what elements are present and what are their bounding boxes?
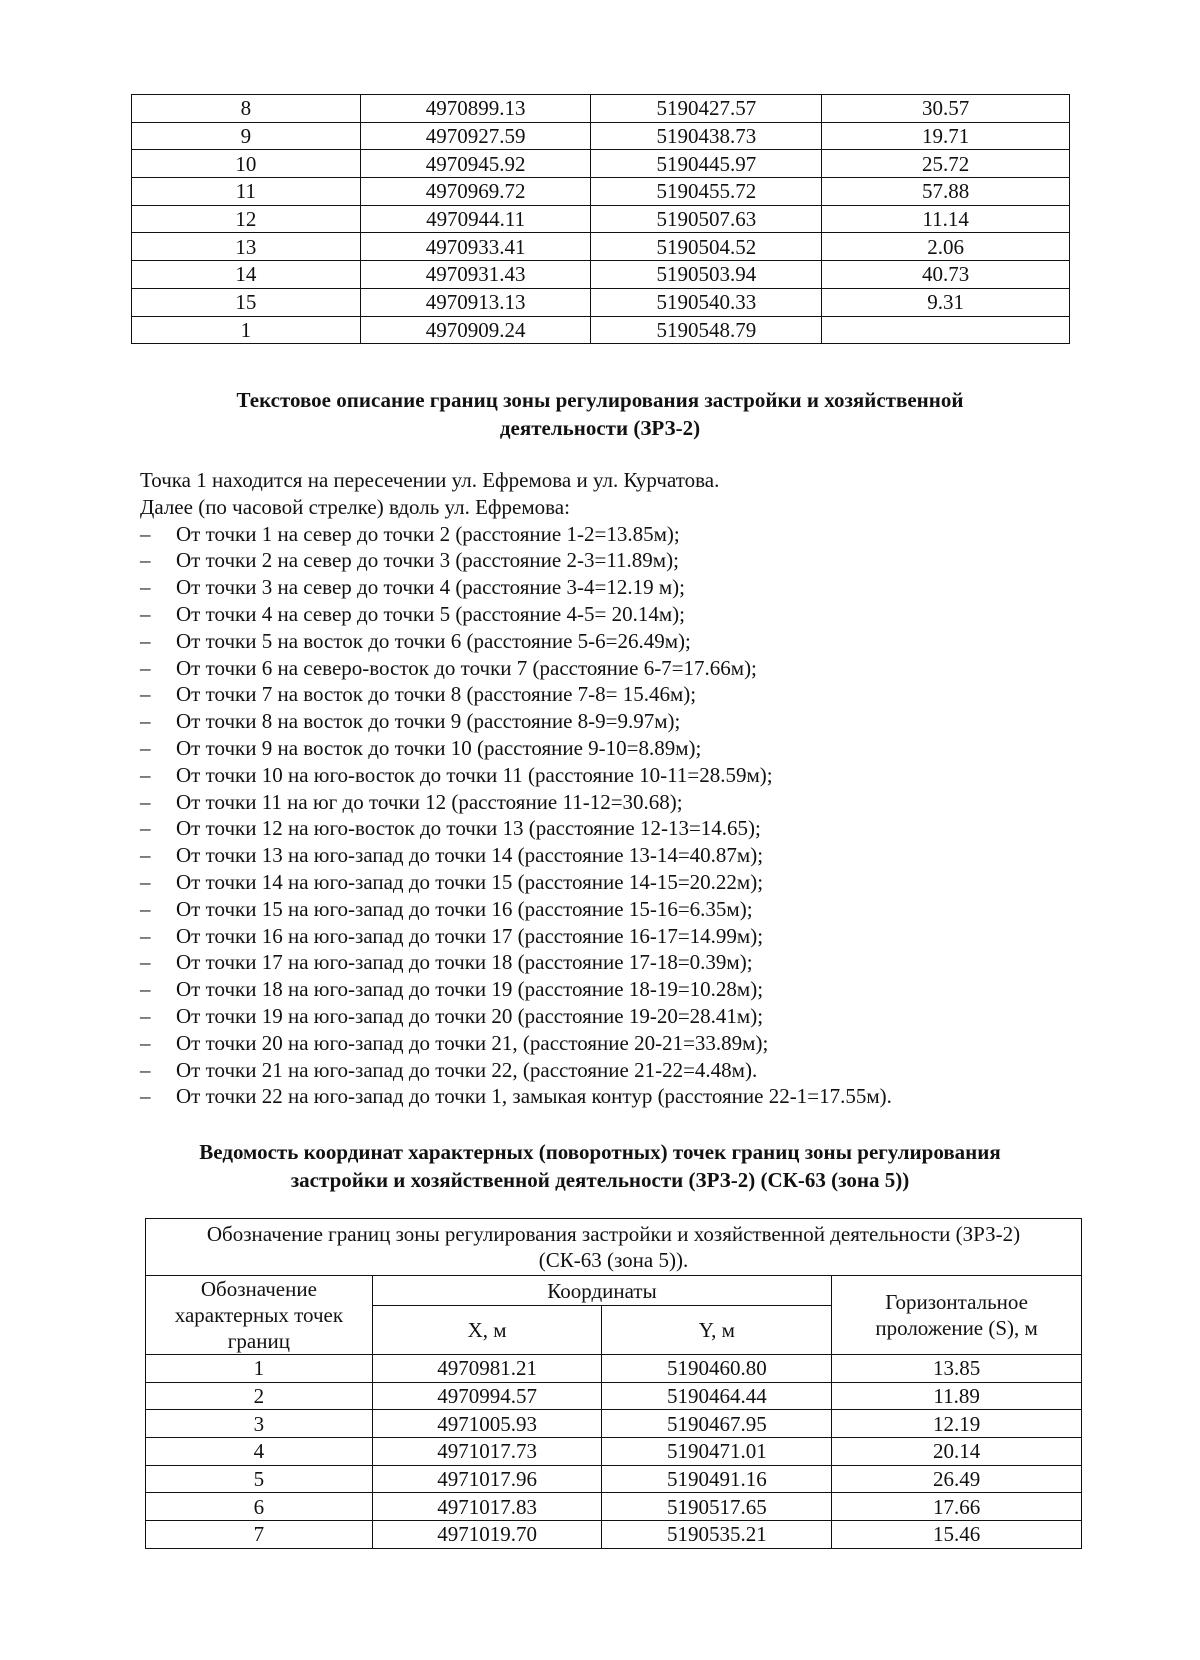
table-cell: 5190517.65	[602, 1493, 832, 1521]
table-row	[146, 1438, 1082, 1466]
table-cell: 2	[146, 1382, 373, 1410]
section-title-line: Текстовое описание границ зоны регулирования застройки и хозяйственной	[236, 388, 964, 412]
table-cell: 4970931.43	[360, 261, 591, 289]
table-row	[132, 122, 1070, 150]
table-cell: 5190471.01	[602, 1438, 832, 1466]
table-row	[132, 288, 1070, 316]
coordinates-table-body	[146, 1355, 1082, 1549]
column-header-point	[146, 1276, 373, 1355]
table-row	[132, 95, 1070, 123]
list-item	[140, 601, 1100, 628]
table-cell: 25.72	[822, 150, 1070, 178]
list-item-text: От точки 5 на восток до точки 6 (расстояние 5-6=26.49м);	[176, 628, 691, 653]
table-cell: 40.73	[822, 261, 1070, 289]
list-item-text: От точки 14 на юго-запад до точки 15 (расстояние 14-15=20.22м);	[176, 869, 764, 894]
table-cell: 5190503.94	[591, 261, 822, 289]
list-item	[140, 815, 1100, 842]
list-item	[140, 1003, 1100, 1030]
list-item	[140, 842, 1100, 869]
boundary-segment-list	[140, 521, 1100, 1111]
table-cell: 20.14	[832, 1438, 1082, 1466]
caption-line: Обозначение границ зоны регулирования застройки и хозяйственной деятельности (ЗРЗ-2)	[206, 1222, 1021, 1246]
section-title-line: Ведомость координат характерных (поворотных) точек границ зоны регулирования	[199, 1140, 1001, 1164]
list-item-text: От точки 15 на юго-запад до точки 16 (расстояние 15-16=6.35м);	[176, 896, 753, 921]
table-cell: 6	[146, 1493, 373, 1521]
list-item-text: От точки 9 на восток до точки 10 (расстояние 9-10=8.89м);	[176, 735, 702, 760]
intro-line: Далее (по часовой стрелке) вдоль ул. Ефремова:	[140, 494, 570, 519]
table-cell: 4970945.92	[360, 150, 591, 178]
table-row	[132, 205, 1070, 233]
header-line: границ	[227, 1329, 290, 1353]
table-cell: 1	[146, 1355, 373, 1383]
list-item-text: От точки 3 на север до точки 4 (расстояние 3-4=12.19 м);	[176, 575, 685, 600]
table-row	[146, 1355, 1082, 1383]
boundary-description	[140, 467, 1100, 1110]
list-item-text: От точки 10 на юго-восток до точки 11 (расстояние 10-11=28.59м);	[176, 762, 773, 787]
list-item-text: От точки 18 на юго-запад до точки 19 (расстояние 18-19=10.28м);	[176, 977, 764, 1002]
table-row	[132, 233, 1070, 261]
table-cell: 15.46	[832, 1521, 1082, 1549]
table-cell: 4970909.24	[360, 316, 591, 344]
table-cell: 4	[146, 1438, 373, 1466]
list-item-text: От точки 13 на юго-запад до точки 14 (расстояние 13-14=40.87м);	[176, 843, 764, 868]
list-item	[140, 708, 1100, 735]
coordinates-table	[145, 1218, 1082, 1549]
coordinates-table-continued	[131, 94, 1070, 344]
header-line: характерных точек	[174, 1303, 344, 1327]
table-row	[146, 1410, 1082, 1438]
table-row	[146, 1382, 1082, 1410]
list-item-text: От точки 12 на юго-восток до точки 13 (расстояние 12-13=14.65);	[176, 816, 761, 841]
section-title-coordinates	[130, 1138, 1070, 1194]
table-cell: 11	[132, 178, 361, 206]
header-line: проложение (S), м	[875, 1316, 1038, 1340]
table-cell: 1	[132, 316, 361, 344]
list-item-text: От точки 1 на север до точки 2 (расстояние 1-2=13.85м);	[176, 521, 680, 546]
table-cell: 4970927.59	[360, 122, 591, 150]
table-cell: 5190467.95	[602, 1410, 832, 1438]
table-cell: 19.71	[822, 122, 1070, 150]
table-cell: 4970913.13	[360, 288, 591, 316]
list-bullet: –	[140, 601, 151, 626]
list-bullet: –	[140, 1003, 151, 1028]
list-item	[140, 1083, 1100, 1110]
table-cell: 13	[132, 233, 361, 261]
list-bullet: –	[140, 709, 151, 734]
list-item	[140, 735, 1100, 762]
table-row	[132, 316, 1070, 344]
table-cell: 5190455.72	[591, 178, 822, 206]
list-item-text: От точки 21 на юго-запад до точки 22, (расстояние 21-22=4.48м).	[176, 1057, 758, 1082]
coordinates-table-header	[146, 1219, 1082, 1355]
list-item-text: От точки 16 на юго-запад до точки 17 (расстояние 16-17=14.99м);	[176, 923, 764, 948]
list-bullet: –	[140, 1057, 151, 1082]
list-bullet: –	[140, 735, 151, 760]
column-header-horizontal-distance	[832, 1276, 1082, 1355]
table-cell: 4971005.93	[372, 1410, 602, 1438]
column-header-x: X, м	[372, 1306, 602, 1355]
table-cell: 2.06	[822, 233, 1070, 261]
list-item-text: От точки 6 на северо-восток до точки 7 (расстояние 6-7=17.66м);	[176, 655, 757, 680]
table-cell: 5190504.52	[591, 233, 822, 261]
list-bullet: –	[140, 628, 151, 653]
table-cell: 4970899.13	[360, 95, 591, 123]
list-item	[140, 1057, 1100, 1084]
list-item	[140, 976, 1100, 1003]
table-cell: 5190540.33	[591, 288, 822, 316]
table-cell: 30.57	[822, 95, 1070, 123]
table-cell: 4971019.70	[372, 1521, 602, 1549]
list-item	[140, 949, 1100, 976]
table-cell: 4970981.21	[372, 1355, 602, 1383]
table-row	[146, 1465, 1082, 1493]
list-item	[140, 574, 1100, 601]
table-cell: 5190427.57	[591, 95, 822, 123]
list-item-text: От точки 4 на север до точки 5 (расстояние 4-5= 20.14м);	[176, 601, 685, 626]
list-bullet: –	[140, 521, 151, 546]
table-row	[146, 1521, 1082, 1549]
table-cell: 13.85	[832, 1355, 1082, 1383]
table-cell: 9.31	[822, 288, 1070, 316]
table-cell: 15	[132, 288, 361, 316]
table-cell: 12	[132, 205, 361, 233]
header-line: Обозначение	[200, 1277, 317, 1301]
column-header-coordinates: Координаты	[372, 1276, 831, 1306]
table-row	[132, 178, 1070, 206]
list-item	[140, 923, 1100, 950]
intro-line: Точка 1 находится на пересечении ул. Ефремова и ул. Курчатова.	[140, 468, 720, 492]
list-bullet: –	[140, 1084, 151, 1109]
list-bullet: –	[140, 923, 151, 948]
list-bullet: –	[140, 869, 151, 894]
list-bullet: –	[140, 896, 151, 921]
list-item	[140, 521, 1100, 548]
table-cell: 4970969.72	[360, 178, 591, 206]
table-cell: 5190491.16	[602, 1465, 832, 1493]
section-title-text-description	[130, 386, 1070, 442]
table-cell: 5190464.44	[602, 1382, 832, 1410]
table-cell: 7	[146, 1521, 373, 1549]
table-cell: 5	[146, 1465, 373, 1493]
list-item	[140, 547, 1100, 574]
column-header-y: Y, м	[602, 1306, 832, 1355]
list-bullet: –	[140, 1030, 151, 1055]
table-row	[132, 261, 1070, 289]
list-bullet: –	[140, 977, 151, 1002]
table-row	[132, 150, 1070, 178]
list-item-text: От точки 22 на юго-запад до точки 1, замыкая контур (расстояние 22-1=17.55м).	[176, 1084, 892, 1109]
coordinates-table-body	[132, 95, 1070, 344]
list-bullet: –	[140, 950, 151, 975]
list-item	[140, 655, 1100, 682]
list-item	[140, 681, 1100, 708]
table-cell: 12.19	[832, 1410, 1082, 1438]
list-bullet: –	[140, 762, 151, 787]
list-item-text: От точки 2 на север до точки 3 (расстояние 2-3=11.89м);	[176, 548, 679, 573]
list-item-text: От точки 19 на юго-запад до точки 20 (расстояние 19-20=28.41м);	[176, 1003, 764, 1028]
list-item-text: От точки 20 на юго-запад до точки 21, (расстояние 20-21=33.89м);	[176, 1030, 769, 1055]
table-row	[146, 1493, 1082, 1521]
list-item	[140, 1030, 1100, 1057]
table-cell: 4971017.83	[372, 1493, 602, 1521]
table-cell: 5190460.80	[602, 1355, 832, 1383]
list-item	[140, 896, 1100, 923]
table-cell: 4970944.11	[360, 205, 591, 233]
table-cell: 4971017.96	[372, 1465, 602, 1493]
list-item	[140, 789, 1100, 816]
table-cell: 4970933.41	[360, 233, 591, 261]
table-cell: 5190507.63	[591, 205, 822, 233]
table-cell: 14	[132, 261, 361, 289]
section-title-line: деятельности (ЗРЗ-2)	[499, 416, 701, 440]
table-cell: 5190445.97	[591, 150, 822, 178]
list-item-text: От точки 11 на юг до точки 12 (расстояние 11-12=30.68);	[176, 789, 683, 814]
table-cell: 10	[132, 150, 361, 178]
table-cell: 5190548.79	[591, 316, 822, 344]
list-bullet: –	[140, 816, 151, 841]
list-bullet: –	[140, 548, 151, 573]
list-bullet: –	[140, 843, 151, 868]
list-bullet: –	[140, 655, 151, 680]
header-line: Горизонтальное	[885, 1290, 1028, 1314]
list-item-text: От точки 7 на восток до точки 8 (расстояние 7-8= 15.46м);	[176, 682, 697, 707]
table-cell: 11.14	[822, 205, 1070, 233]
table-cell: 57.88	[822, 178, 1070, 206]
table-cell: 17.66	[832, 1493, 1082, 1521]
list-item	[140, 628, 1100, 655]
list-item-text: От точки 17 на юго-запад до точки 18 (расстояние 17-18=0.39м);	[176, 950, 753, 975]
table-cell: 5190535.21	[602, 1521, 832, 1549]
caption-line: (СК-63 (зона 5)).	[538, 1248, 689, 1272]
table-cell: 11.89	[832, 1382, 1082, 1410]
table-caption	[146, 1219, 1082, 1276]
list-bullet: –	[140, 682, 151, 707]
table-cell: 3	[146, 1410, 373, 1438]
table-cell: 5190438.73	[591, 122, 822, 150]
section-title-line: застройки и хозяйственной деятельности (ЗРЗ-2) (СК-63 (зона 5))	[290, 1168, 910, 1192]
table-cell	[822, 316, 1070, 344]
list-bullet: –	[140, 575, 151, 600]
list-bullet: –	[140, 789, 151, 814]
table-cell: 4970994.57	[372, 1382, 602, 1410]
table-cell: 8	[132, 95, 361, 123]
list-item-text: От точки 8 на восток до точки 9 (расстояние 8-9=9.97м);	[176, 709, 681, 734]
list-item	[140, 869, 1100, 896]
table-cell: 26.49	[832, 1465, 1082, 1493]
table-cell: 4971017.73	[372, 1438, 602, 1466]
table-cell: 9	[132, 122, 361, 150]
list-item	[140, 762, 1100, 789]
